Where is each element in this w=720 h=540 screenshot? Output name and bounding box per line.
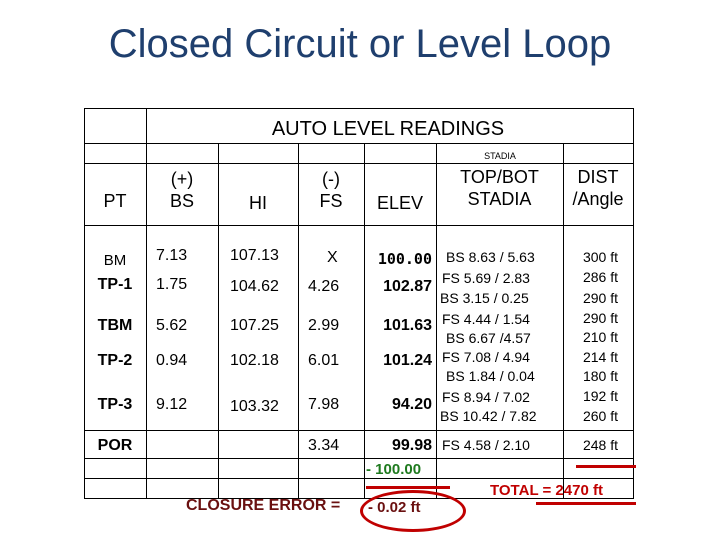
row-tp3-bs: 9.12 — [156, 396, 188, 413]
row-por-elev: 99.98 — [391, 437, 432, 454]
dist-value: 214 ft — [582, 349, 618, 365]
row-bm-pt: BM — [103, 252, 127, 269]
dist-value: 210 ft — [582, 329, 618, 345]
row-tp3-elev: 94.20 — [391, 396, 432, 413]
row-tp2-pt: TP-2 — [97, 352, 133, 369]
row-tp2-hi: 102.18 — [230, 352, 279, 369]
row-tp3-hi: 103.32 — [230, 398, 279, 415]
row-tp3-pt: TP-3 — [97, 396, 133, 413]
row-bm-bs: 7.13 — [156, 247, 188, 264]
header-topbot: TOP/BOT — [460, 167, 539, 187]
row-tp2-fs: 6.01 — [308, 352, 340, 369]
total-underline — [536, 502, 636, 505]
row-tp2-bs: 0.94 — [156, 352, 188, 369]
stadia-reading: BS 10.42 / 7.82 — [440, 408, 537, 424]
header-bs: BS — [169, 191, 194, 211]
header-angle: /Angle — [572, 189, 624, 209]
row-tp1-pt: TP-1 — [97, 276, 133, 293]
stadia-reading: BS 8.63 / 5.63 — [446, 249, 535, 265]
dist-value: 290 ft — [582, 310, 618, 326]
dist-value: 180 ft — [582, 368, 618, 384]
page-title: Closed Circuit or Level Loop — [108, 22, 612, 66]
header-fs-sign: (-) — [322, 169, 340, 189]
row-tp1-bs: 1.75 — [156, 276, 188, 293]
row-tbm-bs: 5.62 — [156, 317, 188, 334]
stadia-reading: FS 5.69 / 2.83 — [442, 270, 530, 286]
dist-value: 300 ft — [582, 249, 618, 265]
row-tp1-hi: 104.62 — [230, 278, 279, 295]
header-pt: PT — [103, 191, 127, 211]
header-elev: ELEV — [376, 193, 424, 213]
auto-level-heading: AUTO LEVEL READINGS — [271, 118, 505, 140]
row-tp1-fs: 4.26 — [308, 278, 340, 295]
row-tp3-fs: 7.98 — [308, 396, 340, 413]
closure-error-label: CLOSURE ERROR = — [186, 497, 341, 514]
dist-value: 248 ft — [582, 437, 618, 453]
stadia-reading: BS 3.15 / 0.25 — [440, 290, 529, 306]
stadia-reading: FS 7.08 / 4.94 — [442, 349, 530, 365]
subtract-benchmark: - 100.00 — [366, 461, 422, 478]
row-bm-elev: 100.00 — [377, 250, 432, 268]
row-bm-fs: X — [327, 249, 338, 266]
dist-value: 192 ft — [582, 388, 618, 404]
dist-value: 260 ft — [582, 408, 618, 424]
row-por-pt: POR — [97, 437, 133, 454]
dist-value: 290 ft — [582, 290, 618, 306]
header-fs: FS — [319, 191, 343, 211]
row-tbm-fs: 2.99 — [308, 317, 340, 334]
stadia-reading: FS 4.44 / 1.54 — [442, 311, 530, 327]
stadia-reading: FS 8.94 / 7.02 — [442, 389, 530, 405]
total-distance: TOTAL = 2470 ft — [490, 482, 603, 499]
row-tbm-pt: TBM — [97, 317, 133, 334]
stadia-small-label: STADIA — [484, 151, 516, 161]
header-dist: DIST — [577, 167, 619, 187]
row-tp1-elev: 102.87 — [383, 278, 432, 295]
row-por-fs: 3.34 — [308, 437, 340, 454]
header-topbot-stadia: STADIA — [467, 189, 532, 209]
header-hi: HI — [249, 193, 267, 213]
row-bm-hi: 107.13 — [230, 247, 279, 264]
stadia-reading: BS 6.67 /4.57 — [446, 330, 531, 346]
total-top-line — [576, 465, 636, 468]
closure-error-value: - 0.02 ft — [368, 499, 421, 516]
header-bs-sign: (+) — [170, 169, 194, 189]
stadia-reading: BS 1.84 / 0.04 — [446, 368, 535, 384]
row-tp2-elev: 101.24 — [383, 352, 432, 369]
row-tbm-elev: 101.63 — [383, 317, 432, 334]
closure-underline — [366, 486, 450, 489]
stadia-reading: FS 4.58 / 2.10 — [442, 437, 530, 453]
dist-value: 286 ft — [582, 269, 618, 285]
row-tbm-hi: 107.25 — [230, 317, 279, 334]
